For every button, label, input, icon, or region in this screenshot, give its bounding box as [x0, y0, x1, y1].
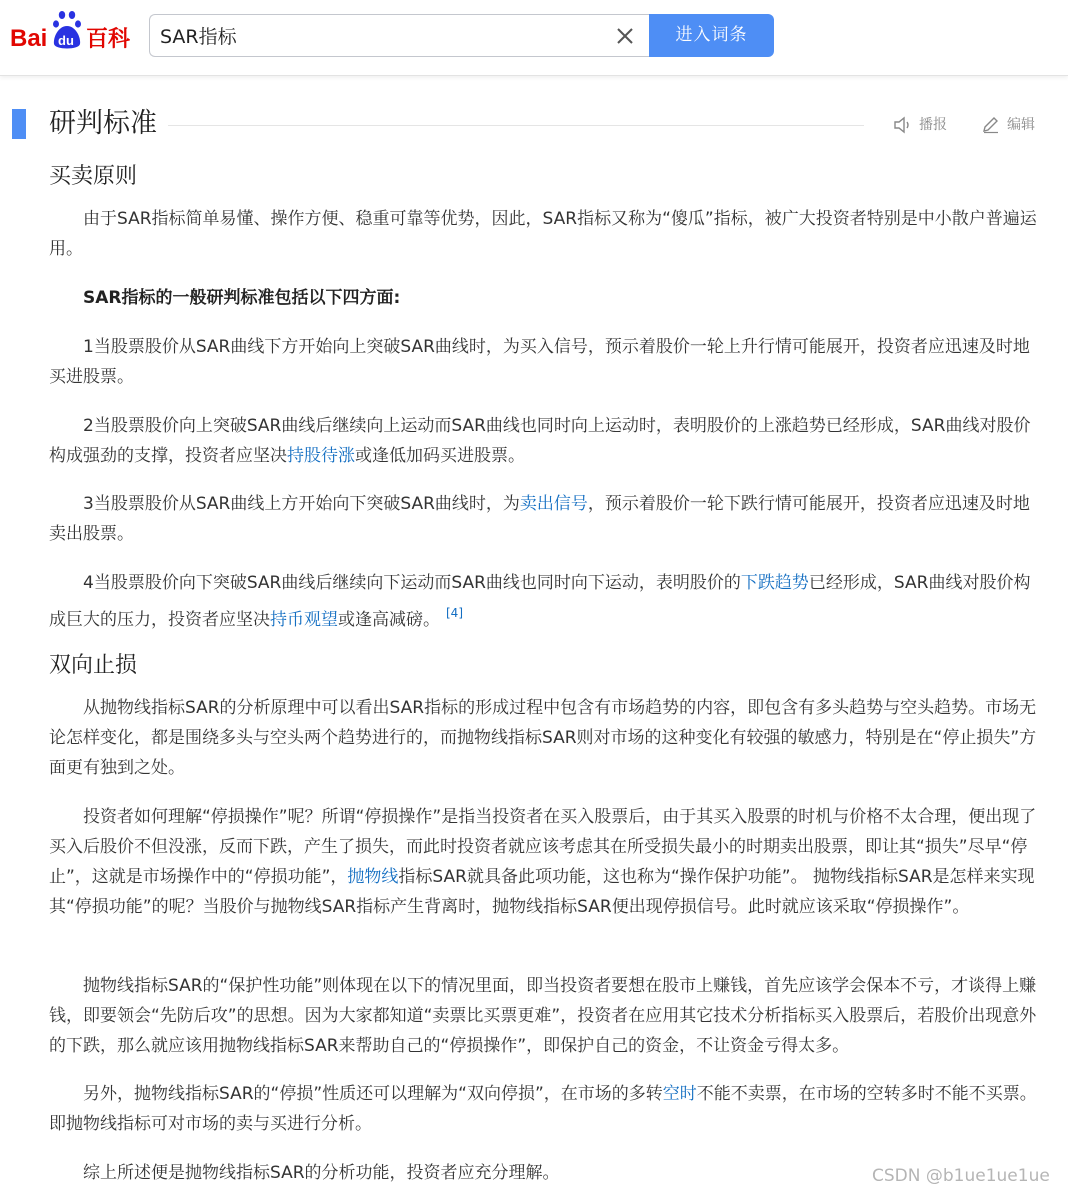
top-bar	[0, 0, 1068, 76]
text-span: 3当股票股价从SAR曲线上方开始向下突破SAR曲线时，为	[83, 494, 520, 514]
subheading-two-way-stop-loss: 双向止损	[49, 653, 138, 678]
clear-search-button[interactable]	[612, 23, 638, 49]
speaker-icon	[893, 116, 913, 134]
paragraph-bold-intro	[49, 283, 1039, 313]
paragraph: 抛物线指标SAR的“保护性功能”则体现在以下的情况里面，即当投资者要想在股市上赚钱，首先应该学会保本不亏，才谈得上赚钱，即要领会“先防后攻”的思想。因为大家都知道“卖票比买票更难”，投资者在应用其它技术分析指标买入股票后，若股价出现意外的下跌，那么就应该用抛物线指标SAR来帮助自己的“停损操作”，即保护自己的资金，不让资金亏得太多。	[49, 976, 1037, 1056]
edit-button[interactable]	[981, 113, 1045, 137]
link-downtrend[interactable]: 下跌趋势	[740, 573, 809, 593]
text-span: 4当股票股价向下突破SAR曲线后继续向下运动而SAR曲线也同时向下运动，表明股价的	[83, 573, 741, 593]
svg-text:Bai: Bai	[10, 25, 48, 52]
baidu-paw-icon	[10, 10, 138, 54]
link-parabola[interactable]: 抛物线	[347, 867, 399, 887]
text-span: ，预示着股价一轮下跌行情可能展开，投资者应迅速及时地卖出股票。	[49, 494, 1030, 544]
paragraph	[49, 489, 1039, 549]
link-sell-signal[interactable]: 卖出信号	[519, 494, 588, 514]
link-hold-cash[interactable]: 持币观望	[270, 610, 338, 630]
csdn-watermark: CSDN @b1ue1ue1ue	[872, 1166, 1050, 1186]
paragraph	[49, 568, 1039, 635]
text-span: 2当股票股价向上突破SAR曲线后继续向上运动而SAR曲线也同时向上运动时，表明股价的上涨趋势已经形成，SAR曲线对股价构成强劲的支撑，投资者应坚决	[49, 416, 1031, 466]
paragraph: 由于SAR指标简单易懂、操作方便、稳重可靠等优势，因此，SAR指标又称为“傻瓜”指标，被广大投资者特别是中小散户普遍运用。	[49, 209, 1037, 259]
svg-text:du: du	[58, 33, 74, 48]
svg-text:百科: 百科	[86, 27, 131, 52]
link-hold-stock[interactable]: 持股待涨	[287, 446, 355, 466]
text-span: 另外，抛物线指标SAR的“停损”性质还可以理解为“双向停损”，在市场的多转	[83, 1084, 663, 1104]
subheading-buy-sell-principles: 买卖原则	[49, 164, 138, 189]
broadcast-button[interactable]	[893, 113, 957, 137]
paragraph: 综上所述便是抛物线指标SAR的分析功能，投资者应充分理解。	[83, 1163, 560, 1183]
text-span: 或逢高减磅。	[338, 610, 440, 630]
search-box	[149, 14, 649, 57]
broadcast-label: 播报	[919, 117, 947, 133]
text-span: 指标SAR就具备此项功能，这也称为“操作保护功能”。 抛物线指标SAR是怎样来实现其“停损功能”的呢？当股价与抛物线SAR指标产生背离时，抛物线指标SAR便出现停损信号。此时就应该采取“停损操作”。	[49, 867, 1035, 917]
baidu-baike-logo[interactable]	[10, 10, 138, 54]
section-title: 研判标准	[49, 108, 157, 139]
edit-label: 编辑	[1007, 117, 1035, 133]
paragraph	[49, 802, 1039, 922]
paragraph	[49, 411, 1039, 471]
title-divider	[168, 125, 864, 126]
paragraph	[49, 1079, 1039, 1139]
paragraph: 从抛物线指标SAR的分析原理中可以看出SAR指标的形成过程中包含有市场趋势的内容，即包含有多头趋势与空头趋势。市场无论怎样变化，都是围绕多头与空头两个趋势进行的，而抛物线指标SAR则对市场的这种变化有较强的敏感力，特别是在“停止损失”方面更有独到之处。	[49, 698, 1037, 778]
link-short-time[interactable]: 空时	[662, 1084, 697, 1104]
pencil-icon	[981, 116, 1001, 134]
text-span: 或逢低加码买进股票。	[355, 446, 525, 466]
reference-link[interactable]: [4]	[446, 606, 463, 620]
text-span: 已经形成，SAR曲线对股价构成巨大的压力，投资者应坚决	[49, 573, 1031, 630]
close-icon	[612, 23, 638, 49]
bold-text: SAR指标的一般研判标准包括以下四方面:	[83, 288, 401, 308]
paragraph: 1当股票股价从SAR曲线下方开始向上突破SAR曲线时，为买入信号，预示着股价一轮上升行情可能展开，投资者应迅速及时地买进股票。	[49, 337, 1030, 387]
search-input[interactable]	[160, 15, 600, 56]
text-span: 不能不卖票，在市场的空转多时不能不买票。即抛物线指标可对市场的卖与买进行分析。	[49, 1084, 1037, 1134]
section-marker	[12, 109, 26, 139]
enter-entry-button[interactable]: 进入词条	[649, 14, 774, 57]
text-span: 投资者如何理解“停损操作”呢？所谓“停损操作”是指当投资者在买入股票后，由于其买入股票的时机与价格不太合理，便出现了买入后股价不但没涨，反而下跌，产生了损失，而此时投资者就应该考虑其在所受损失最小的时期卖出股票，即让其“损失”尽早“停止”，这就是市场操作中的“停损功能”，	[49, 807, 1037, 887]
